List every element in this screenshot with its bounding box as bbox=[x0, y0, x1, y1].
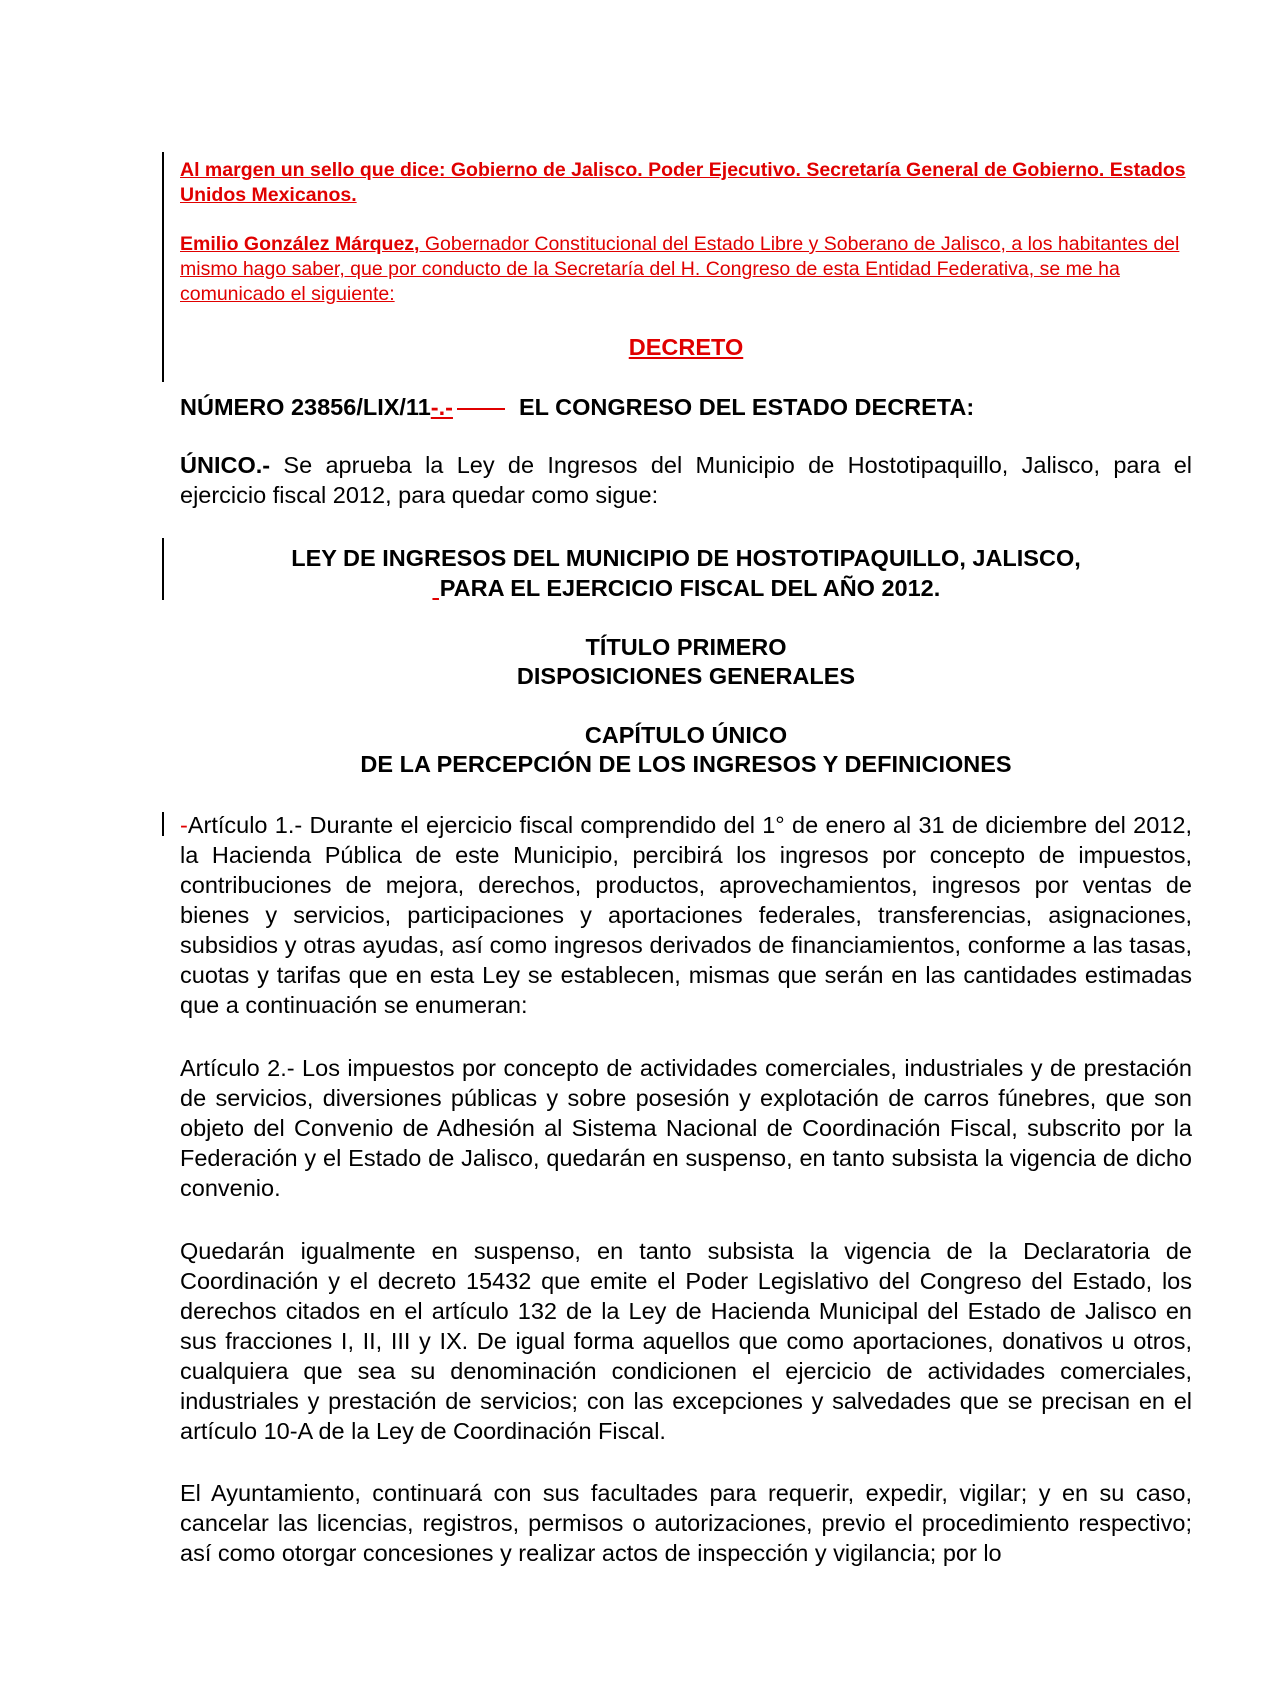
capitulo-line1: CAPÍTULO ÚNICO bbox=[584, 722, 788, 748]
article-1 bbox=[180, 810, 1192, 1020]
law-title-line1: LEY DE INGRESOS DEL MUNICIPIO DE HOSTOTIPAQUILLO, JALISCO, bbox=[291, 545, 1081, 571]
change-bar-article bbox=[162, 812, 164, 836]
intro-text: Gobernador Constitucional del Estado Libre y Soberano de Jalisco, a los habitantes del mismo hago saber, que por conducto de la Secretaría del H. Congreso de esta Entidad Federativa, se me ha comunicado el siguiente: bbox=[180, 233, 1180, 305]
law-title-line2 bbox=[180, 573, 1192, 603]
article-1-mark: - bbox=[180, 812, 188, 838]
decree-title: DECRETO bbox=[628, 334, 744, 360]
unico-text: Se aprueba la Ley de Ingresos del Municipio de Hostotipaquillo, Jalisco, para el ejercicio fiscal 2012, para quedar como sigue: bbox=[180, 452, 1192, 508]
decree-number-line bbox=[180, 392, 1192, 422]
titulo-line1: TÍTULO PRIMERO bbox=[585, 634, 787, 660]
decree-number: NÚMERO 23856/LIX/11 bbox=[180, 394, 431, 420]
law-title-line2-text: PARA EL EJERCICIO FISCAL DEL AÑO 2012. bbox=[439, 575, 941, 601]
unico-paragraph bbox=[180, 450, 1192, 510]
capitulo-line2: DE LA PERCEPCIÓN DE LOS INGRESOS Y DEFINICIONES bbox=[360, 751, 1012, 777]
decree-number-mark: -.- bbox=[430, 394, 453, 420]
unico-label: ÚNICO.- bbox=[180, 452, 271, 478]
intro-paragraph bbox=[180, 232, 1192, 307]
margin-note: Al margen un sello que dice: Gobierno de Jalisco. Poder Ejecutivo. Secretaría General de Gobierno. Estados Unidos Mexicanos. bbox=[180, 159, 1186, 206]
governor-name: Emilio González Márquez, bbox=[180, 233, 420, 255]
article-2: Artículo 2.- Los impuestos por concepto de actividades comerciales, industriales y de prestación de servicios, diversiones públicas y sobre posesión y explotación de carros fúnebres, que son objeto del Convenio de Adhesión al Sistema Nacional de Coordinación Fiscal, subscrito por la Federación y el Estado de Jalisco, quedarán en suspenso, en tanto subsista la vigencia de dicho convenio. bbox=[180, 1055, 1192, 1201]
article-1-text: Artículo 1.- Durante el ejercicio fiscal comprendido del 1° de enero al 31 de diciembre del 2012, la Hacienda Pública de este Municipio, percibirá los ingresos por concepto de impuestos, contribuciones de mejora, derechos, productos, aprovechamientos, ingresos por ventas de bienes y servicios, participaciones y aportaciones federales, transferencias, asignaciones, subsidios y otras ayudas, así como ingresos derivados de financiamientos, conforme a las tasas, cuotas y tarifas que en esta Ley se establecen, mismas que serán en las cantidades estimadas que a continuación se enumeran: bbox=[180, 812, 1192, 1018]
titulo-line2: DISPOSICIONES GENERALES bbox=[516, 663, 856, 689]
decree-congress: EL CONGRESO DEL ESTADO DECRETA: bbox=[518, 394, 975, 420]
change-bar-title bbox=[162, 538, 164, 600]
paragraph-ayuntamiento: El Ayuntamiento, continuará con sus facultades para requerir, expedir, vigilar; y en su caso, cancelar las licencias, registros, permisos o autorizaciones, previo el procedimiento respectivo; así como otorgar concesiones y realizar actos de inspección y vigilancia; por lo bbox=[180, 1480, 1192, 1566]
paragraph-suspension: Quedarán igualmente en suspenso, en tanto subsista la vigencia de la Declaratoria de Coordinación y el decreto 15432 que emite el Poder Legislativo del Congreso del Estado, los derechos citados en el artículo 132 de la Ley de Hacienda Municipal del Estado de Jalisco en sus fracciones I, II, III y IX. De igual forma aquellos que como aportaciones, donativos u otros, cualquiera que sea su denominación condicionen el ejercicio de actividades comerciales, industriales y prestación de servicios; con las excepciones y salvedades que se precisan en el artículo 10-A de la Ley de Coordinación Fiscal. bbox=[180, 1238, 1192, 1444]
change-bar-top bbox=[162, 152, 164, 382]
